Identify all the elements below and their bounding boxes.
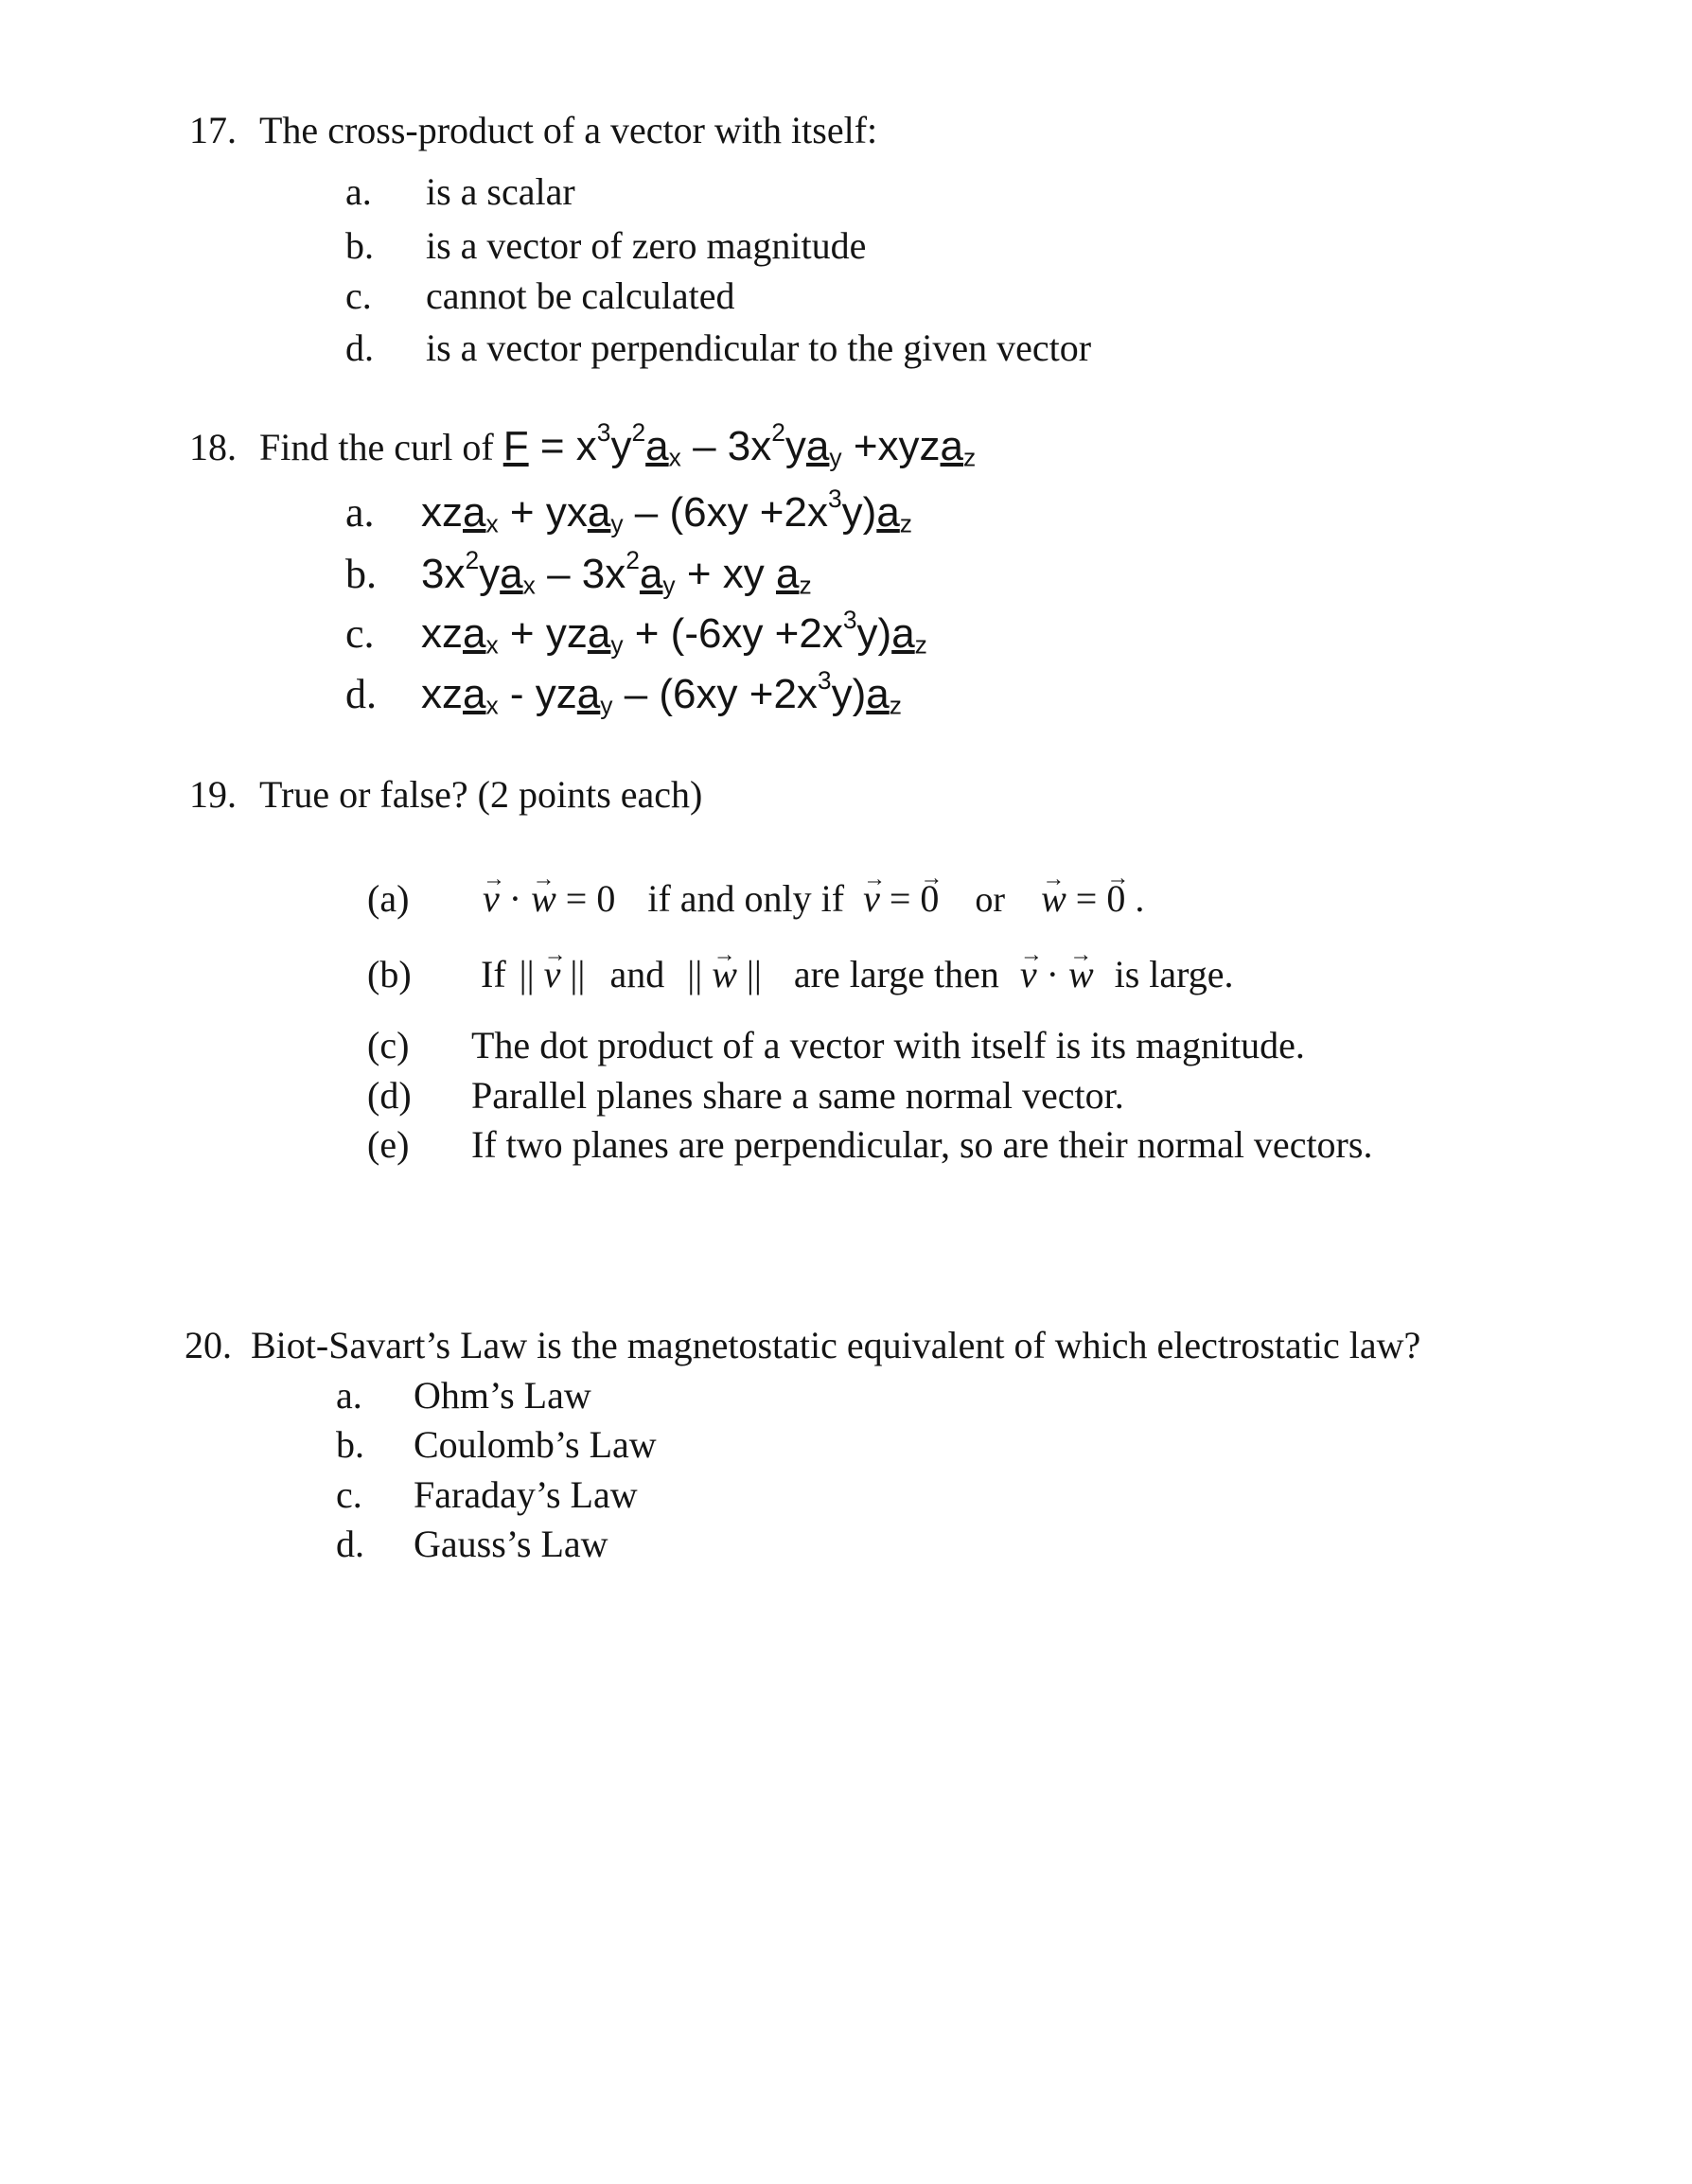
option-label: a. [336, 1374, 362, 1417]
question-number: 19. [189, 773, 237, 816]
option-20c[interactable] [336, 1473, 638, 1516]
option-text: Coulomb’s Law [414, 1423, 657, 1466]
question-20 [185, 1324, 1421, 1366]
option-label: b. [345, 551, 377, 597]
question-number: 18. [189, 426, 237, 468]
statement-math-2: → v = → 0 [863, 877, 939, 920]
option-18d[interactable] [345, 666, 902, 720]
statement-text-and: and [609, 953, 665, 995]
statement-19a [367, 877, 1145, 920]
option-text: is a vector perpendicular to the given vector [426, 326, 1092, 369]
option-text: Ohm’s Law [414, 1374, 591, 1417]
option-label: c. [336, 1473, 362, 1516]
option-label: a. [345, 170, 372, 213]
option-label: a. [345, 489, 375, 536]
question-number: 20. [185, 1324, 232, 1366]
option-text: Gauss’s Law [414, 1523, 608, 1565]
option-17d[interactable] [345, 326, 1092, 369]
question-18 [189, 418, 977, 472]
option-expression: $xza_x + yza_y + (-6xy +2x^3y)a_z$ [421, 606, 927, 660]
statement-text: The dot product of a vector with itself is its magnitude. [471, 1024, 1305, 1066]
option-18b[interactable] [345, 546, 812, 600]
statement-label: (c) [367, 1024, 410, 1066]
statement-label: (a) [367, 877, 410, 920]
option-17c[interactable] [345, 274, 735, 317]
field-name: F [502, 423, 529, 469]
option-text: cannot be calculated [426, 274, 735, 317]
option-label: b. [345, 224, 374, 267]
question-text: True or false? (2 points each) [259, 773, 703, 816]
option-label: c. [345, 610, 375, 657]
statement-math-3: → w = → 0 . [1041, 877, 1144, 920]
statement-label: (b) [367, 953, 412, 995]
question-text: Find the curl of [259, 426, 494, 468]
statement-text-is-large: is large. [1114, 953, 1234, 995]
option-expression: $xza_x - yza_y - (6xy +2x^3y)a_z$ [421, 666, 902, 720]
option-17b[interactable] [345, 224, 867, 267]
statement-math-1: → v · → w = 0 [483, 877, 615, 920]
statement-label: (e) [367, 1123, 410, 1166]
question-text: Biot-Savart’s Law is the magnetostatic equivalent of which electrostatic law? [251, 1324, 1421, 1366]
statement-text: If two planes are perpendicular, so are their normal vectors. [471, 1123, 1373, 1166]
option-text: is a vector of zero magnitude [426, 224, 867, 267]
statement-19b [367, 953, 1234, 995]
option-expression: $3x^2ya_x - 3x^2a_y$ + xy $a_z$ [421, 546, 812, 600]
question-text: The cross-product of a vector with itself: [259, 109, 878, 151]
statement-text-if: If [481, 953, 506, 995]
option-text: is a scalar [426, 170, 575, 213]
option-20d[interactable] [336, 1525, 608, 1563]
question-19 [189, 773, 703, 816]
option-17a[interactable] [345, 170, 575, 213]
statement-math-norm-v: || → v || [520, 953, 586, 995]
vector-field-equation: $F = x^3y^2a_x - 3x^2ya_y$ +xyza$_z$ [502, 418, 977, 472]
statement-19c [367, 1024, 1305, 1066]
statement-19d [367, 1074, 1124, 1117]
statement-text-iff: if and only if [647, 877, 845, 920]
option-label: d. [345, 671, 377, 717]
option-label: d. [345, 326, 374, 369]
question-17 [189, 109, 878, 151]
option-label: d. [336, 1523, 364, 1565]
option-expression: $xza_x + yxa_y - (6xy +2x^3y)a_z$ [421, 484, 912, 538]
option-label: b. [336, 1423, 364, 1466]
statement-text-or: or [975, 880, 1006, 920]
option-text: Faraday’s Law [414, 1473, 638, 1516]
option-20b[interactable] [336, 1423, 657, 1466]
statement-19e [367, 1123, 1373, 1166]
option-label: c. [345, 274, 372, 317]
statement-text: Parallel planes share a same normal vector. [471, 1074, 1124, 1117]
question-number: 17. [189, 109, 237, 151]
option-20a[interactable] [336, 1374, 591, 1417]
statement-math-norm-w: || → w || [687, 953, 762, 995]
statement-math-dot: → v · → w [1020, 953, 1094, 995]
option-18a[interactable] [345, 484, 912, 538]
option-18c[interactable] [345, 606, 927, 660]
statement-label: (d) [367, 1074, 412, 1117]
statement-text-large-then: are large then [793, 953, 999, 995]
